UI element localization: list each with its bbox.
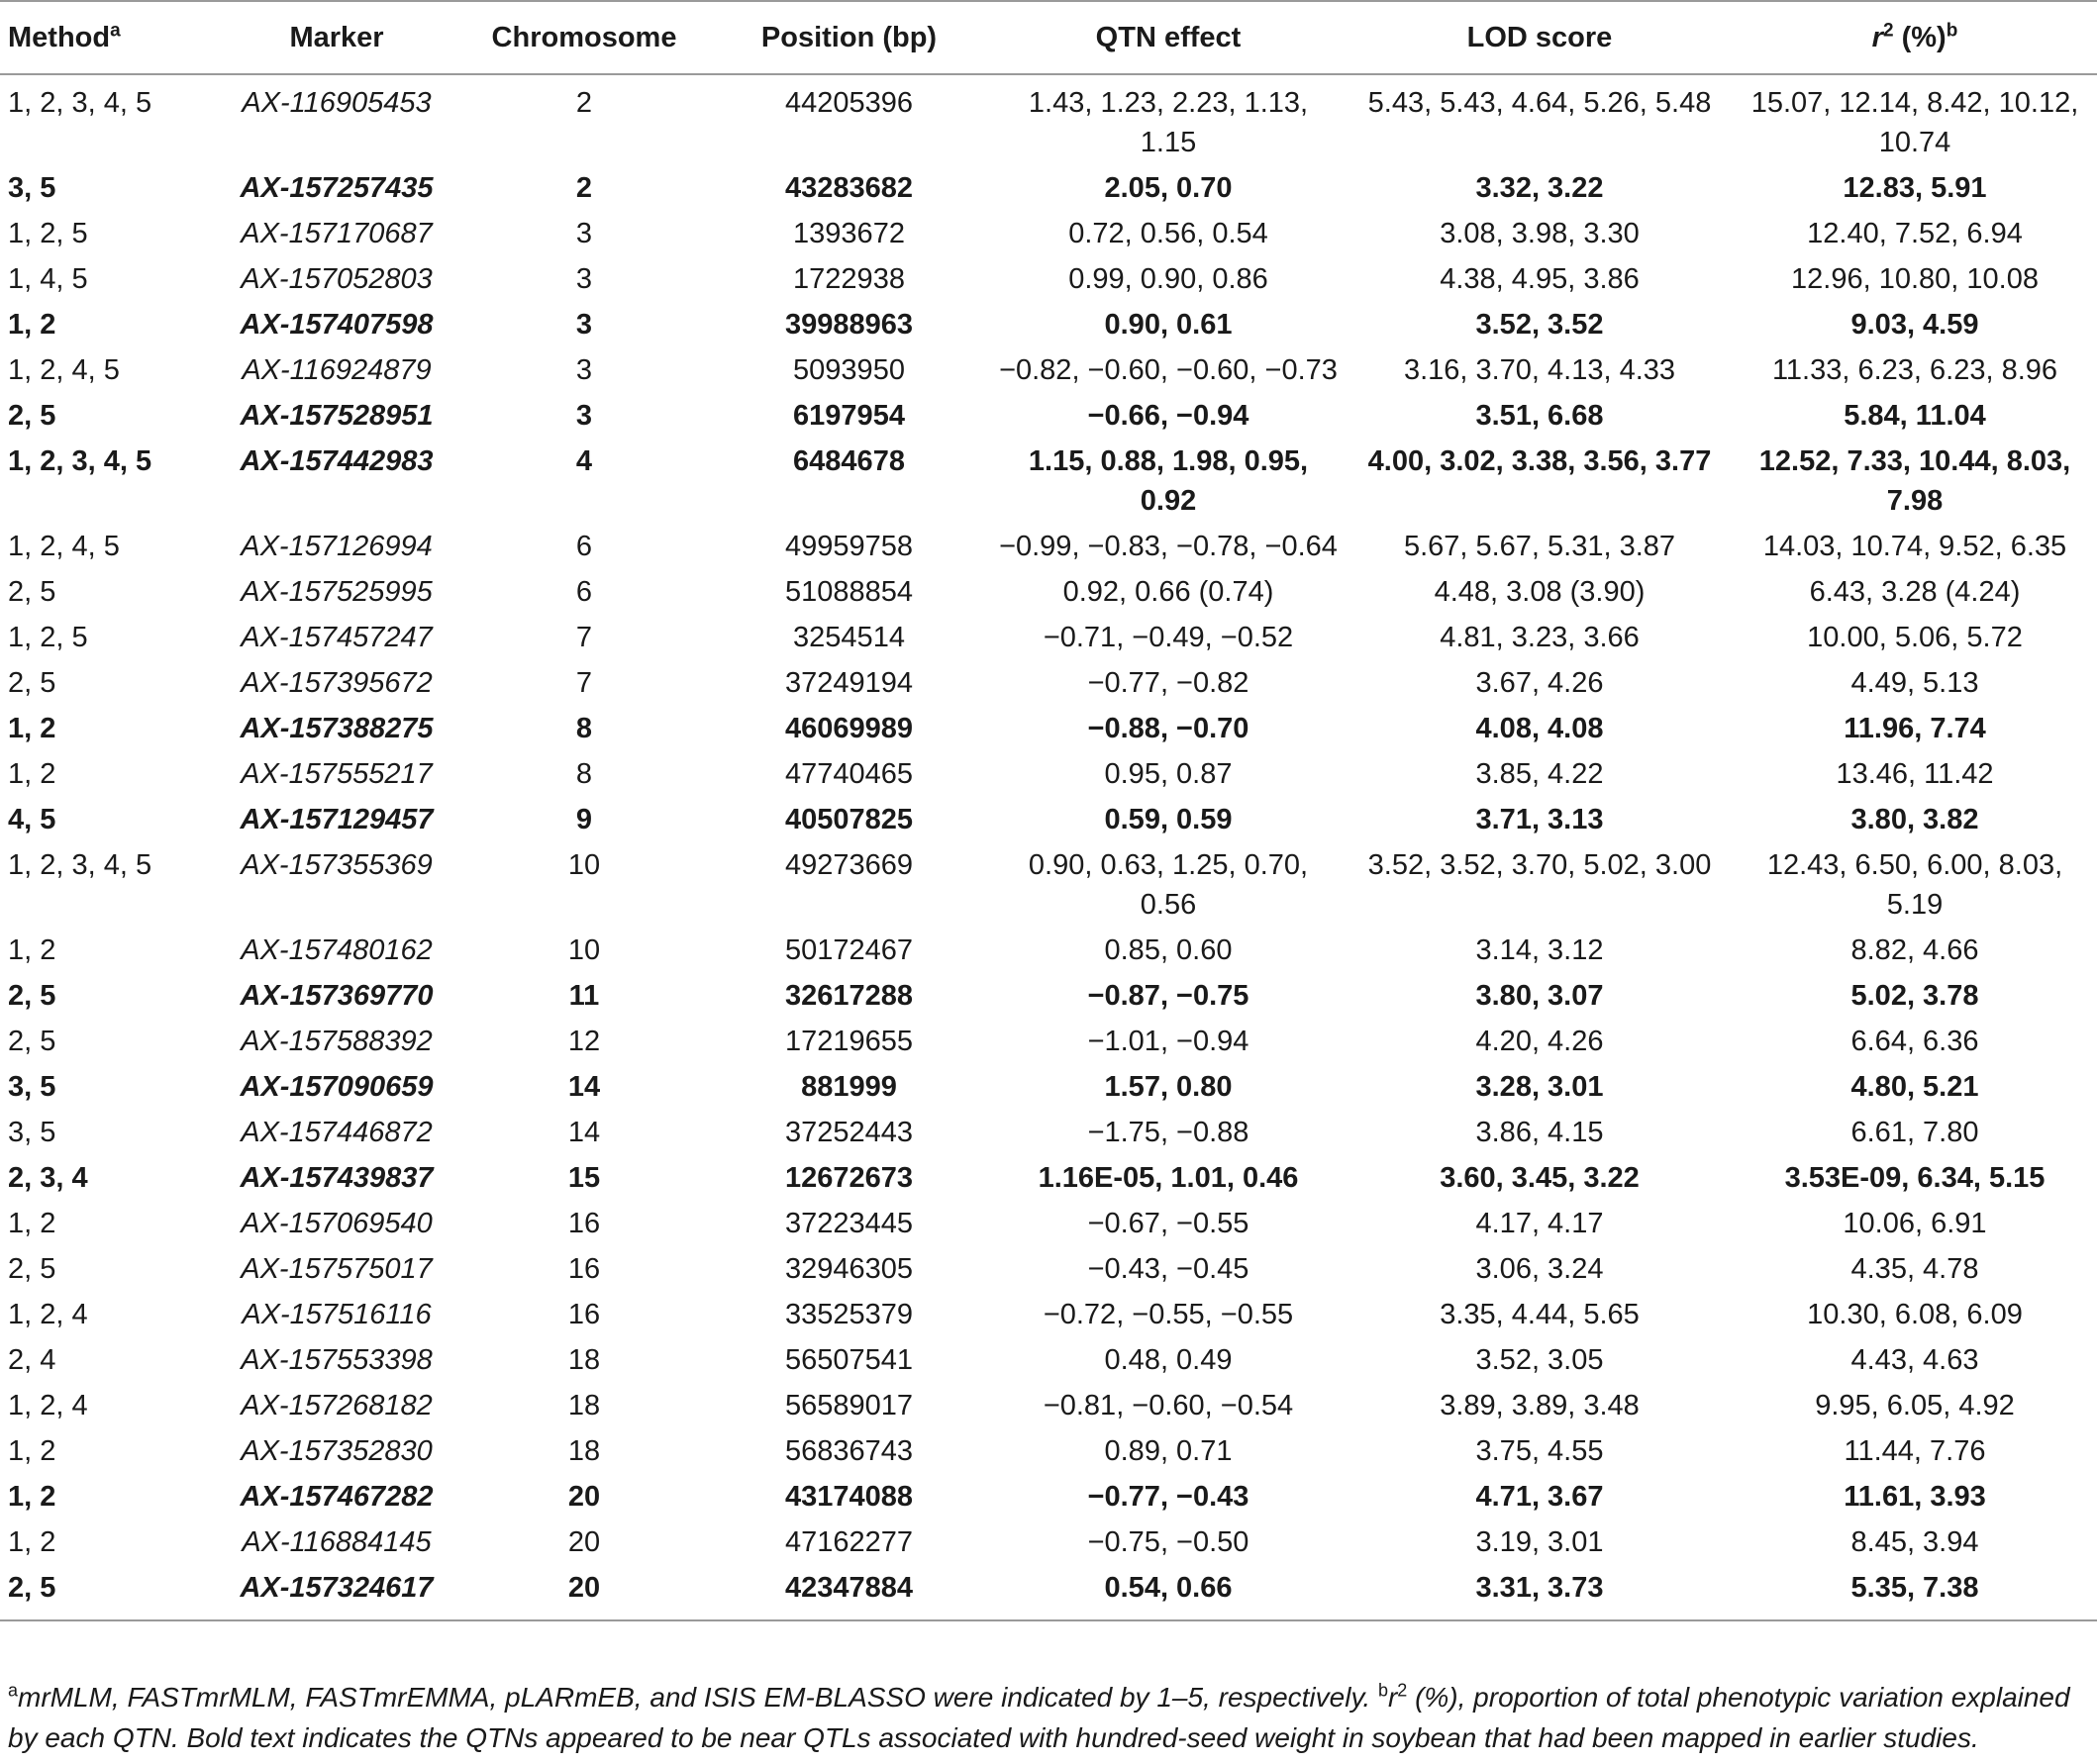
cell-qtn-effect: −0.66, −0.94 [1087,400,1249,432]
cell-r2: 10.30, 6.08, 6.09 [1807,1299,2023,1330]
cell-chromosome: 18 [567,1435,601,1467]
cell-marker: AX-157407598 [240,309,434,341]
cell-lod-score: 3.89, 3.89, 3.48 [1440,1390,1640,1421]
cell-lod-score: 3.16, 3.70, 4.13, 4.33 [1403,354,1676,386]
table-row [0,165,2097,211]
cell-lod-score: 4.20, 4.26 [1475,1026,1604,1057]
cell-method: 1, 2 [8,1208,56,1239]
cell-chromosome: 20 [460,1565,708,1620]
cell-qtn-effect: 0.72, 0.56, 0.54 [1068,218,1268,249]
cell-marker: AX-116924879 [242,354,432,386]
cell-chromosome: 20 [567,1526,601,1558]
cell-qtn-effect: −0.82, −0.60, −0.60, −0.73 [999,354,1338,386]
table-row [0,928,2097,973]
cell-qtn-effect: 0.95, 0.87 [1104,758,1233,790]
table-row [0,1201,2097,1246]
cell-lod-score: 4.38, 4.95, 3.86 [1440,263,1640,295]
table-row [0,439,2097,524]
cell-qtn-effect: 0.92, 0.66 (0.74) [1062,576,1274,608]
cell-marker: AX-157575017 [241,1253,433,1285]
cell-marker: AX-157439837 [240,1162,434,1194]
cell-chromosome: 10 [567,934,601,966]
cell-method: 1, 2, 5 [8,622,88,653]
cell-lod-score: 5.43, 5.43, 4.64, 5.26, 5.48 [1367,87,1712,119]
cell-r2: 11.61, 3.93 [1844,1481,1986,1513]
cell-marker: AX-157126994 [241,531,433,562]
cell-position: 17219655 [784,1026,914,1057]
cell-chromosome: 3 [575,218,593,249]
cell-method: 4, 5 [8,804,56,835]
cell-qtn-effect: 0.89, 0.71 [1104,1435,1233,1467]
cell-method: 1, 2 [8,934,56,966]
cell-qtn-effect: 0.54, 0.66 [990,1565,1347,1620]
cell-method: 2, 5 [8,980,56,1012]
table-row [0,797,2097,842]
cell-method: 1, 2, 3, 4, 5 [8,445,152,477]
cell-method: 1, 4, 5 [8,263,88,295]
cell-marker: AX-157457247 [241,622,433,653]
cell-marker: AX-157555217 [241,758,433,790]
cell-method: 3, 5 [8,172,56,204]
table-row [0,615,2097,660]
table-row [0,973,2097,1019]
table-row [0,393,2097,439]
cell-qtn-effect: −0.75, −0.50 [1087,1526,1249,1558]
cell-method: 1, 2, 4, 5 [8,531,120,562]
cell-qtn-effect: 0.85, 0.60 [1104,934,1233,966]
table-footnote: $^a$mrMLM, FASTmrMLM, FASTmrEMMA, pLARmEB, and ISIS EM-BLASSO were indicated by 1–5, respectively. $^br^2$ (%), proportion of total phenotypic variation explained by each QTN. Bold text indicates the QTNs appeared to be near QTLs associated with hundred-seed weight in soybean that had been mapped in earlier studies. [8,1680,2070,1753]
cell-chromosome: 3 [575,263,593,295]
cell-r2: 12.96, 10.80, 10.08 [1791,263,2039,295]
table-row [0,1519,2097,1565]
header-lod-score: LOD score [1347,1,1733,74]
cell-position: 37223445 [784,1208,914,1239]
cell-r2: 11.33, 6.23, 6.23, 8.96 [1771,354,2058,386]
table-row [0,211,2097,256]
cell-lod-score: 3.80, 3.07 [1475,980,1604,1012]
table-row [0,347,2097,393]
header-method: Method$^a$ [0,1,213,74]
cell-method: 2, 3, 4 [8,1162,88,1194]
cell-r2: 4.35, 4.78 [1850,1253,1979,1285]
cell-chromosome: 14 [567,1071,601,1103]
header-position: Position (bp) [708,1,990,74]
cell-r2: 3.80, 3.82 [1850,804,1979,835]
table-row [0,302,2097,347]
cell-lod-score: 4.81, 3.23, 3.66 [1440,622,1640,653]
header-chromosome: Chromosome [460,1,708,74]
cell-qtn-effect: 1.57, 0.80 [1104,1071,1233,1103]
cell-r2: 12.52, 7.33, 10.44, 8.03, 7.98 [1758,445,2071,517]
cell-lod-score: 3.71, 3.13 [1475,804,1604,835]
cell-qtn-effect: 0.99, 0.90, 0.86 [1068,263,1268,295]
cell-qtn-effect: 2.05, 0.70 [1104,172,1233,204]
cell-marker: AX-157069540 [241,1208,433,1239]
cell-r2: 5.84, 11.04 [1844,400,1986,432]
cell-qtn-effect: 0.90, 0.61 [1104,309,1233,341]
cell-method: 1, 2 [8,1481,56,1513]
cell-position: 56836743 [784,1435,914,1467]
cell-method: 1, 2, 3, 4, 5 [8,87,152,119]
cell-method: 3, 5 [8,1117,56,1148]
cell-position: 56589017 [784,1390,914,1421]
cell-marker: AX-157257435 [240,172,434,204]
cell-chromosome: 20 [567,1481,601,1513]
cell-lod-score: 3.52, 3.52 [1475,309,1604,341]
cell-lod-score: 3.60, 3.45, 3.22 [1440,1162,1640,1194]
cell-chromosome: 12 [567,1026,601,1057]
cell-lod-score: 3.14, 3.12 [1475,934,1604,966]
table-row [0,1019,2097,1064]
table-row [0,1246,2097,1292]
cell-lod-score: 3.52, 3.05 [1475,1344,1604,1376]
cell-method: 1, 2 [8,1526,56,1558]
cell-lod-score: 3.86, 4.15 [1475,1117,1604,1148]
cell-position: 47740465 [784,758,914,790]
table-row [0,751,2097,797]
table-row [0,1064,2097,1110]
cell-marker: AX-157129457 [240,804,434,835]
cell-lod-score: 3.51, 6.68 [1475,400,1604,432]
cell-lod-score: 4.00, 3.02, 3.38, 3.56, 3.77 [1367,445,1712,477]
cell-position: 43174088 [784,1481,914,1513]
table-row [0,1110,2097,1155]
cell-chromosome: 7 [575,622,593,653]
cell-chromosome: 16 [567,1299,601,1330]
table-row [0,1383,2097,1428]
cell-r2: 5.02, 3.78 [1850,980,1979,1012]
cell-r2: 11.96, 7.74 [1844,713,1986,744]
cell-r2: 10.06, 6.91 [1843,1208,1987,1239]
cell-position: 51088854 [784,576,914,608]
cell-chromosome: 16 [567,1208,601,1239]
cell-marker: AX-157388275 [240,713,434,744]
cell-qtn-effect: −0.43, −0.45 [1087,1253,1249,1285]
cell-position: 5093950 [793,354,905,386]
cell-position: 37252443 [784,1117,914,1148]
table-row [0,256,2097,302]
cell-method: 1, 2, 4 [8,1299,88,1330]
cell-marker: AX-157525995 [241,576,433,608]
cell-lod-score: 4.71, 3.67 [1475,1481,1604,1513]
table-row [0,1565,2097,1620]
cell-method: 1, 2 [8,758,56,790]
cell-position: 6197954 [793,400,905,432]
cell-lod-score: 3.31, 3.73 [1347,1565,1733,1620]
cell-marker: AX-157467282 [240,1481,434,1513]
cell-position: 33525379 [784,1299,914,1330]
table-row [0,660,2097,706]
cell-marker: AX-157355369 [241,849,433,881]
cell-r2: 3.53E-09, 6.34, 5.15 [1784,1162,2046,1194]
cell-method: 1, 2, 4 [8,1390,88,1421]
cell-method: 2, 5 [8,576,56,608]
cell-position: 32617288 [784,980,914,1012]
cell-marker: AX-157369770 [240,980,434,1012]
cell-qtn-effect: −0.81, −0.60, −0.54 [1043,1390,1294,1421]
cell-r2: 13.46, 11.42 [1836,758,1994,790]
cell-position: 42347884 [708,1565,990,1620]
cell-chromosome: 10 [567,849,601,881]
table-row [0,1337,2097,1383]
cell-lod-score: 3.06, 3.24 [1475,1253,1604,1285]
cell-chromosome: 16 [567,1253,601,1285]
cell-position: 50172467 [784,934,914,966]
cell-method: 2, 5 [8,667,56,699]
cell-r2: 15.07, 12.14, 8.42, 10.12, 10.74 [1750,87,2079,158]
cell-lod-score: 4.48, 3.08 (3.90) [1434,576,1646,608]
cell-position: 3254514 [793,622,905,653]
cell-r2: 6.64, 6.36 [1850,1026,1979,1057]
cell-marker: AX-157170687 [241,218,433,249]
cell-qtn-effect: −0.88, −0.70 [1087,713,1249,744]
cell-lod-score: 4.08, 4.08 [1475,713,1604,744]
cell-lod-score: 3.35, 4.44, 5.65 [1440,1299,1640,1330]
cell-qtn-effect: −0.99, −0.83, −0.78, −0.64 [999,531,1338,562]
table-row [0,1155,2097,1201]
cell-lod-score: 3.28, 3.01 [1475,1071,1604,1103]
cell-position: 47162277 [784,1526,914,1558]
cell-chromosome: 6 [575,576,593,608]
cell-method: 2, 5 [8,400,56,432]
cell-qtn-effect: −0.77, −0.82 [1087,667,1249,699]
cell-method: 2, 5 [8,1026,56,1057]
cell-qtn-effect: 0.48, 0.49 [1104,1344,1233,1376]
table-row [0,74,2097,165]
cell-r2: 4.49, 5.13 [1850,667,1979,699]
table-row [0,524,2097,569]
table-row [0,1474,2097,1519]
cell-position: 49273669 [784,849,914,881]
cell-chromosome: 18 [567,1390,601,1421]
cell-method: 1, 2 [8,713,56,744]
cell-chromosome: 8 [575,758,593,790]
cell-chromosome: 8 [575,713,593,744]
cell-r2: 12.43, 6.50, 6.00, 8.03, 5.19 [1766,849,2063,921]
cell-marker: AX-157324617 [213,1565,460,1620]
cell-method: 1, 2 [8,1435,56,1467]
cell-r2: 4.43, 4.63 [1850,1344,1979,1376]
cell-r2: 11.44, 7.76 [1844,1435,1986,1467]
cell-chromosome: 3 [575,354,593,386]
cell-chromosome: 15 [567,1162,601,1194]
cell-qtn-effect: 0.59, 0.59 [1104,804,1233,835]
cell-marker: AX-157442983 [240,445,434,477]
cell-marker: AX-116905453 [242,87,432,119]
cell-lod-score: 3.08, 3.98, 3.30 [1440,218,1640,249]
cell-position: 39988963 [784,309,914,341]
cell-qtn-effect: −1.75, −0.88 [1087,1117,1249,1148]
cell-method: 2, 5 [8,1253,56,1285]
cell-chromosome: 6 [575,531,593,562]
cell-r2: 12.40, 7.52, 6.94 [1807,218,2023,249]
cell-method: 1, 2, 4, 5 [8,354,120,386]
table-header [0,1,2097,74]
cell-marker: AX-157352830 [241,1435,433,1467]
table-body [0,74,2097,1620]
cell-marker: AX-157528951 [240,400,434,432]
table-row [0,1292,2097,1337]
cell-marker: AX-157052803 [241,263,433,295]
cell-r2: 14.03, 10.74, 9.52, 6.35 [1762,531,2067,562]
cell-lod-score: 3.52, 3.52, 3.70, 5.02, 3.00 [1367,849,1712,881]
cell-marker: AX-157516116 [242,1299,432,1330]
cell-chromosome: 18 [567,1344,601,1376]
cell-method: 1, 2, 5 [8,218,88,249]
cell-qtn-effect: −1.01, −0.94 [1087,1026,1249,1057]
cell-lod-score: 3.75, 4.55 [1475,1435,1604,1467]
cell-position: 12672673 [784,1162,914,1194]
cell-position: 40507825 [784,804,914,835]
cell-chromosome: 11 [568,980,600,1012]
cell-position: 1722938 [793,263,905,295]
cell-position: 46069989 [784,713,914,744]
cell-lod-score: 3.19, 3.01 [1475,1526,1604,1558]
cell-position: 1393672 [793,218,905,249]
cell-qtn-effect: 1.43, 1.23, 2.23, 1.13, 1.15 [1028,87,1309,158]
cell-lod-score: 3.32, 3.22 [1475,172,1604,204]
cell-position: 49959758 [784,531,914,562]
cell-chromosome: 3 [575,309,593,341]
cell-lod-score: 4.17, 4.17 [1475,1208,1604,1239]
header-r2: $r^2$ (%)$^b$ [1733,1,2097,74]
table-row [0,1428,2097,1474]
cell-qtn-effect: −0.67, −0.55 [1087,1208,1249,1239]
cell-r2: 12.83, 5.91 [1843,172,1987,204]
cell-chromosome: 4 [575,445,593,477]
cell-position: 881999 [801,1071,897,1103]
cell-qtn-effect: 1.15, 0.88, 1.98, 0.95, 0.92 [1028,445,1309,517]
cell-lod-score: 3.67, 4.26 [1475,667,1604,699]
table-row [0,706,2097,751]
cell-r2: 6.61, 7.80 [1850,1117,1979,1148]
cell-marker: AX-157090659 [240,1071,434,1103]
cell-marker: AX-157268182 [241,1390,433,1421]
cell-qtn-effect: −0.72, −0.55, −0.55 [1043,1299,1294,1330]
cell-method: 3, 5 [8,1071,56,1103]
cell-lod-score: 3.85, 4.22 [1475,758,1604,790]
cell-marker: AX-116884145 [242,1526,432,1558]
cell-chromosome: 9 [575,804,593,835]
cell-marker: AX-157553398 [241,1344,433,1376]
cell-r2: 8.45, 3.94 [1850,1526,1979,1558]
cell-position: 43283682 [784,172,914,204]
cell-method: 2, 5 [0,1565,213,1620]
cell-chromosome: 14 [567,1117,601,1148]
cell-position: 32946305 [784,1253,914,1285]
cell-marker: AX-157446872 [241,1117,433,1148]
header-qtn-effect: QTN effect [990,1,1347,74]
table-row [0,842,2097,928]
cell-position: 44205396 [784,87,914,119]
header-marker: Marker [213,1,460,74]
cell-r2: 10.00, 5.06, 5.72 [1807,622,2023,653]
cell-lod-score: 5.67, 5.67, 5.31, 3.87 [1403,531,1676,562]
cell-r2: 5.35, 7.38 [1733,1565,2097,1620]
cell-marker: AX-157395672 [241,667,433,699]
cell-qtn-effect: −0.87, −0.75 [1087,980,1249,1012]
cell-qtn-effect: 0.90, 0.63, 1.25, 0.70, 0.56 [1028,849,1309,921]
cell-position: 37249194 [784,667,914,699]
cell-qtn-effect: −0.71, −0.49, −0.52 [1043,622,1294,653]
cell-marker: AX-157480162 [241,934,433,966]
cell-r2: 6.43, 3.28 (4.24) [1809,576,2021,608]
cell-qtn-effect: −0.77, −0.43 [1087,1481,1249,1513]
cell-chromosome: 2 [575,87,593,119]
cell-chromosome: 2 [575,172,593,204]
cell-r2: 8.82, 4.66 [1850,934,1979,966]
cell-r2: 9.95, 6.05, 4.92 [1815,1390,2015,1421]
cell-marker: AX-157588392 [241,1026,433,1057]
cell-chromosome: 3 [575,400,593,432]
cell-method: 1, 2 [8,309,56,341]
cell-position: 6484678 [793,445,905,477]
cell-method: 2, 4 [8,1344,56,1376]
table-row [0,569,2097,615]
cell-qtn-effect: 1.16E-05, 1.01, 0.46 [1038,1162,1299,1194]
cell-chromosome: 7 [575,667,593,699]
cell-r2: 4.80, 5.21 [1850,1071,1979,1103]
cell-r2: 9.03, 4.59 [1850,309,1979,341]
cell-position: 56507541 [784,1344,914,1376]
cell-method: 1, 2, 3, 4, 5 [8,849,152,881]
